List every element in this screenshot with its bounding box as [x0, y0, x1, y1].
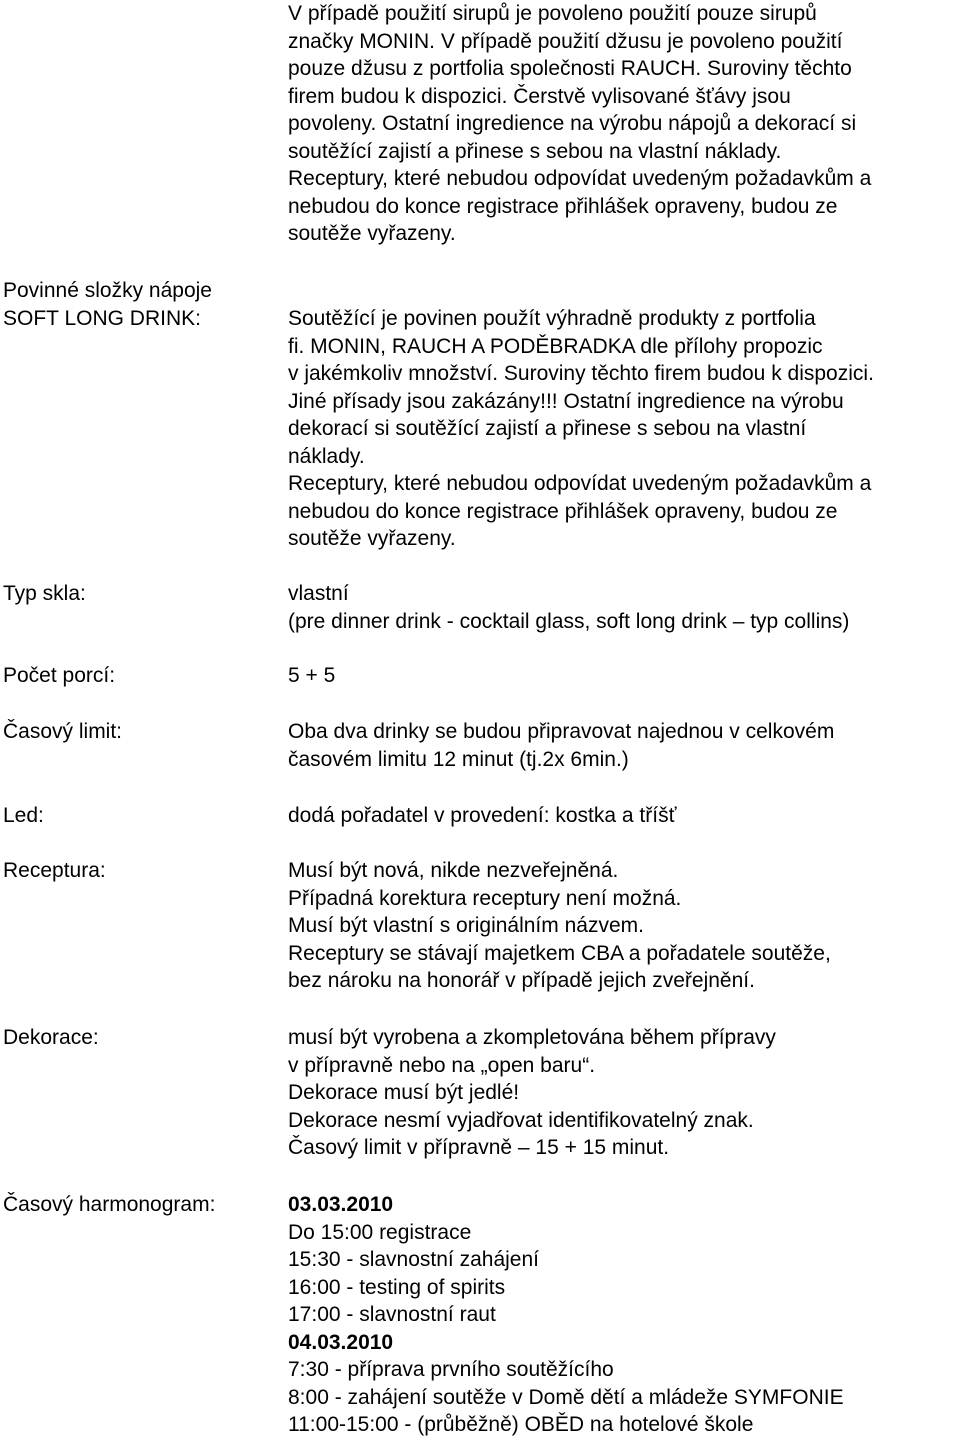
text-line: dodá pořadatel v provedení: kostka a tříšť: [288, 804, 677, 827]
schedule-date: 03.03.2010: [288, 1193, 394, 1216]
ice-value: [288, 802, 960, 830]
text-line: nebudou do konce registrace přihlášek opraveny, budou ze: [288, 499, 838, 523]
text-line: povoleny. Ostatní ingredience na výrobu nápojů a dekorací si: [288, 112, 857, 135]
portions-value: 5 + 5: [288, 664, 336, 687]
schedule-label: Časový harmonogram:: [3, 1193, 216, 1216]
schedule-value: [288, 1191, 960, 1439]
text-line: nebudou do konce registrace přihlášek opraveny, budou ze: [288, 194, 838, 218]
time-limit-value: [288, 718, 960, 773]
time-limit-label: Časový limit:: [3, 720, 123, 743]
text-line: bez nároku na honorář v případě jejich zveřejnění.: [288, 969, 755, 992]
schedule-item: 11:00-15:00 - (průběžně) OBĚD na hotelové škole: [288, 1413, 754, 1436]
text-line: firem budou k dispozici. Čerstvě vylisované šťávy jsou: [288, 84, 791, 108]
text-line: Oba dva drinky se budou připravovat najednou v celkovém: [288, 720, 835, 743]
soft-long-drink-text: [288, 305, 960, 553]
text-line: v jakémkoliv množství. Suroviny těchto firem budou k dispozici.: [288, 362, 874, 385]
text-line: Případná korektura receptury není možná.: [288, 886, 682, 910]
decoration-value: [288, 1024, 960, 1162]
intro-paragraph: [288, 0, 960, 248]
text-line: v přípravně nebo na „open baru“.: [288, 1053, 596, 1077]
text-line: fi. MONIN, RAUCH A PODĚBRADKA dle přílohy propozic: [288, 334, 823, 358]
schedule-item: 17:00 - slavnostní raut: [288, 1303, 496, 1326]
soft-long-drink-label: [3, 277, 212, 332]
text-line: značky MONIN. V případě použití džusu je povoleno použití: [288, 29, 843, 53]
decoration-label: Dekorace:: [3, 1026, 99, 1049]
text-line: soutěže vyřazeny.: [288, 527, 456, 550]
glass-type-value: [288, 580, 960, 635]
label-line: Povinné složky nápoje: [3, 279, 212, 302]
schedule-item: 7:30 - příprava prvního soutěžícího: [288, 1358, 614, 1381]
text-line: časovém limitu 12 minut (tj.2x 6min.): [288, 747, 629, 771]
text-line: vlastní: [288, 582, 349, 605]
text-line: Receptury, které nebudou odpovídat uvedeným požadavkům a: [288, 167, 872, 190]
glass-type-label: Typ skla:: [3, 582, 86, 605]
text-line: Dekorace nesmí vyjadřovat identifikovatelný znak.: [288, 1108, 754, 1132]
text-line: dekorací si soutěžící zajistí a přinese s sebou na vlastní: [288, 417, 807, 440]
text-line: soutěžící zajistí a přinese s sebou na vlastní náklady.: [288, 139, 782, 163]
text-line: Receptury se stávají majetkem CBA a pořadatele soutěže,: [288, 941, 831, 965]
text-line: Soutěžící je povinen použít výhradně produkty z portfolia: [288, 307, 816, 330]
text-line: Časový limit v přípravně – 15 + 15 minut.: [288, 1136, 670, 1159]
schedule-date: 04.03.2010: [288, 1330, 394, 1354]
text-line: Musí být nová, nikde nezveřejněná.: [288, 859, 619, 882]
schedule-item: 8:00 - zahájení soutěže v Domě dětí a mládeže SYMFONIE: [288, 1385, 844, 1409]
text-line: pouze džusu z portfolia společnosti RAUCH. Suroviny těchto: [288, 57, 852, 80]
schedule-item: 15:30 - slavnostní zahájení: [288, 1248, 539, 1271]
schedule-item: 16:00 - testing of spirits: [288, 1275, 506, 1299]
text-line: musí být vyrobena a zkompletována během přípravy: [288, 1026, 776, 1049]
text-line: náklady.: [288, 444, 365, 468]
recipe-label: Receptura:: [3, 859, 106, 882]
label-line: SOFT LONG DRINK:: [3, 306, 201, 330]
portions-label: Počet porcí:: [3, 664, 116, 687]
schedule-item: Do 15:00 registrace: [288, 1220, 472, 1244]
recipe-value: [288, 857, 960, 995]
text-line: soutěže vyřazeny.: [288, 222, 456, 245]
text-line: Receptury, které nebudou odpovídat uvedeným požadavkům a: [288, 472, 872, 495]
text-line: Dekorace musí být jedlé!: [288, 1081, 520, 1104]
text-line: (pre dinner drink - cocktail glass, soft long drink – typ collins): [288, 609, 850, 633]
text-line: Jiné přísady jsou zakázány!!! Ostatní ingredience na výrobu: [288, 389, 844, 413]
text-line: V případě použití sirupů je povoleno použití pouze sirupů: [288, 2, 817, 25]
ice-label: Led:: [3, 804, 44, 827]
text-line: Musí být vlastní s originálním názvem.: [288, 914, 644, 937]
